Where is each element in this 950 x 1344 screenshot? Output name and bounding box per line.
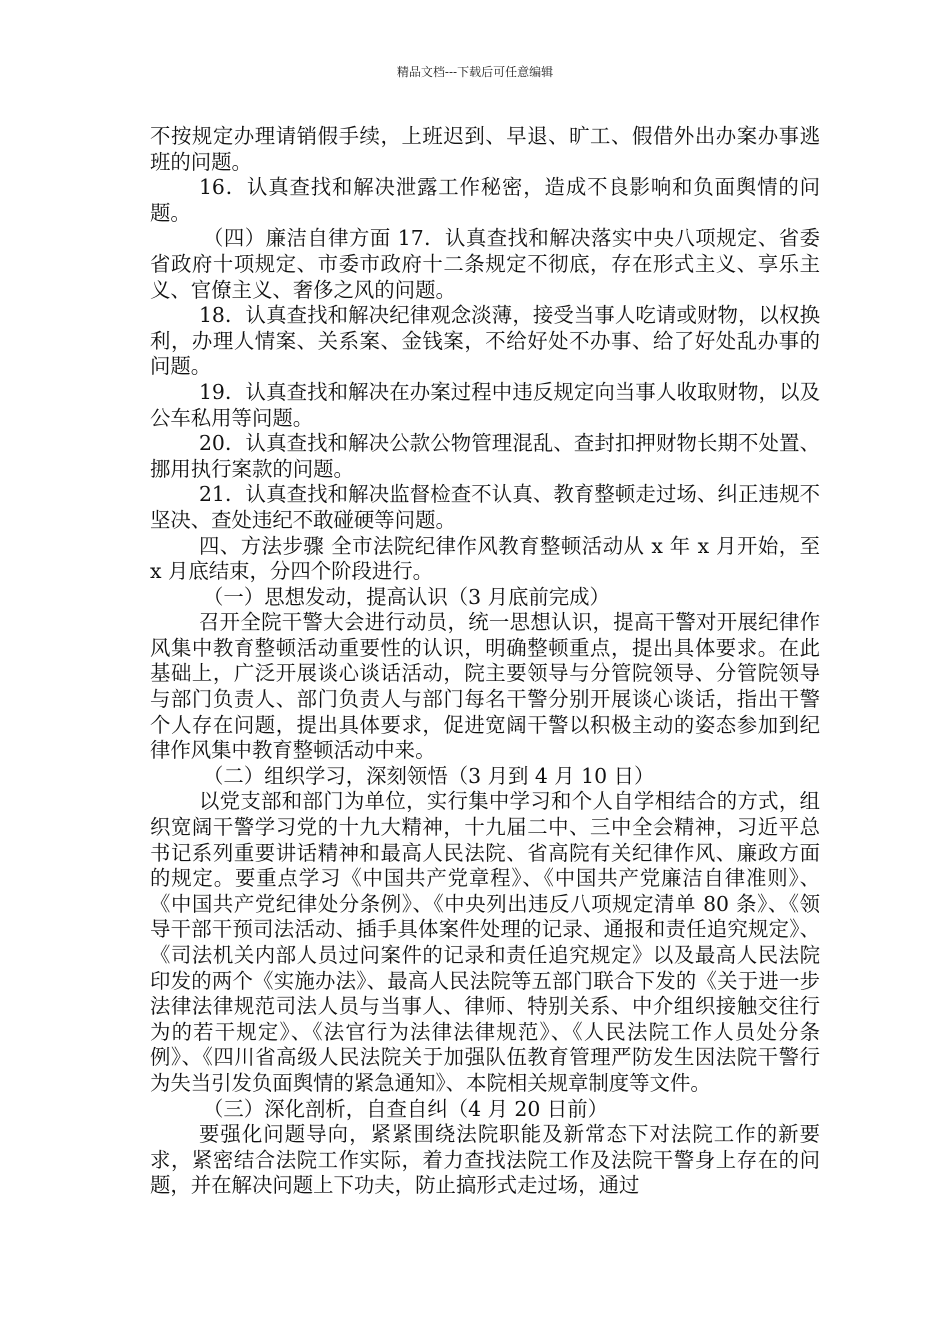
paragraph-6: 20．认真查找和解决公款公物管理混乱、查封扣押财物长期不处置、挪用执行案款的问题。 xyxy=(150,431,820,481)
paragraph-7: 21．认真查找和解决监督检查不认真、教育整顿走过场、纠正违规不坚决、查处违纪不敢碰硬等问题。 xyxy=(150,482,820,532)
paragraph-4: 18．认真查找和解决纪律观念淡薄，接受当事人吃请或财物，以权换利，办理人情案、关系案、金钱案，不给好处不办事、给了好处乱办事的问题。 xyxy=(150,303,820,379)
paragraph-1: 不按规定办理请销假手续，上班迟到、早退、旷工、假借外出办案办事逃班的问题。 xyxy=(150,124,820,174)
paragraph-14: 要强化问题导向，紧紧围绕法院职能及新常态下对法院工作的新要求，紧密结合法院工作实际，着力查找法院工作及法院干警身上存在的问题，并在解决问题上下功夫，防止搞形式走过场，通过 xyxy=(150,1122,820,1198)
paragraph-5: 19．认真查找和解决在办案过程中违反规定向当事人收取财物，以及公车私用等问题。 xyxy=(150,379,820,430)
paragraph-10: 召开全院干警大会进行动员，统一思想认识，提高干警对开展纪律作风集中教育整顿活动重要性的认识，明确整顿重点，提出具体要求。在此基础上，广泛开展谈心谈话活动，院主要领导与分管院领导、分管院领导与部门负责人、部门负责人与部门每名干警分别开展谈心谈话，指出干警个人存在问题，提出具体要求，促进宽阔干警以积极主动的姿态参加到纪律作风集中教育整顿活动中来。 xyxy=(150,610,820,763)
paragraph-13: （三）深化剖析，自查自纠（4 月 20 日前） xyxy=(203,1096,609,1121)
paragraph-3: （四）廉洁自律方面 17．认真查找和解决落实中央八项规定、省委省政府十项规定、市委市政府十二条规定不彻底，存在形式主义、享乐主义、官僚主义、奢侈之风的问题。 xyxy=(150,226,820,302)
paragraph-9: （一）思想发动，提高认识（3 月底前完成） xyxy=(203,584,610,609)
document-body xyxy=(150,124,820,1199)
page-header: 精品文档---下载后可任意编辑 xyxy=(396,65,554,79)
paragraph-2: 16．认真查找和解决泄露工作秘密，造成不良影响和负面舆情的问题。 xyxy=(150,175,820,225)
paragraph-11: （二）组织学习，深刻领悟（3 月到 4 月 10 日） xyxy=(203,763,655,788)
paragraph-12: 以党支部和部门为单位，实行集中学习和个人自学相结合的方式，组织宽阔干警学习党的十九大精神，十九届二中、三中全会精神，习近平总书记系列重要讲话精神和最高人民法院、省高院有关纪律作风、廉政方面的规定。要重点学习《中国共产党章程》、《中国共产党廉洁自律准则》、《中国共产党纪律处分条例》、《中央列出违反八项规定清单 80 条》、《领导干部干预司法活动、插手具体案件处理的记录、通报和责任追究规定》、《司法机关内部人员过问案件的记录和责任追究规定》以及最高人民法院印发的两个《实施办法》、最高人民法院等五部门联合下发的《关于进一步法律法律规范司法人员与当事人、律师、特别关系、中介组织接触交往行为的若干规定》、《法官行为法律法律规范》、《人民法院工作人员处分条例》、《四川省高级人民法院关于加强队伍教育管理严防发生因法院干警行为失当引发负面舆情的紧急通知》、本院相关规章制度等文件。 xyxy=(150,789,820,1095)
paragraph-8: 四、方法步骤 全市法院纪律作风教育整顿活动从 x 年 x 月开始，至 x 月底结束，分四个阶段进行。 xyxy=(150,533,820,584)
